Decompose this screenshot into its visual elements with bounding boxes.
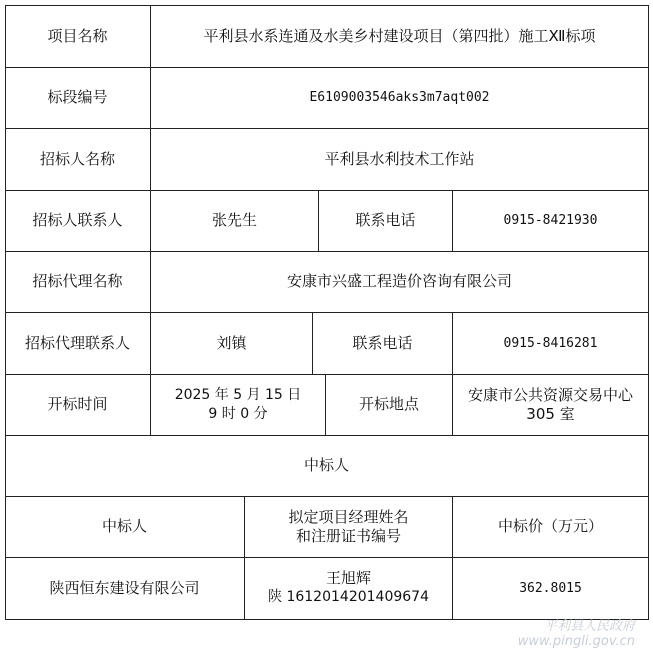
winner-price: 362.8015 bbox=[519, 580, 582, 596]
section-code-label: 标段编号 bbox=[47, 88, 108, 106]
opening-time-value bbox=[151, 374, 325, 435]
opening-hour: 9 时 0 分 bbox=[208, 405, 268, 422]
opening-place-line1: 安康市公共资源交易中心 bbox=[467, 385, 633, 404]
agency-phone-value: 0915-8416281 bbox=[503, 335, 598, 351]
winner-col-bidder: 中标人 bbox=[101, 517, 147, 535]
agency-label: 招标代理名称 bbox=[32, 272, 123, 290]
site-watermark bbox=[518, 619, 635, 649]
agency-phone-label: 联系电话 bbox=[352, 333, 413, 352]
winner-col-price: 中标价（万元） bbox=[497, 517, 603, 535]
agency-value: 安康市兴盛工程造价咨询有限公司 bbox=[286, 272, 512, 290]
winner-bidder: 陕西恒东建设有限公司 bbox=[49, 578, 200, 597]
project-value: 平利县水系连通及水美乡村建设项目（第四批）施工Ⅻ标项 bbox=[203, 26, 596, 45]
winner-col-manager-line1: 拟定项目经理姓名 bbox=[288, 507, 409, 526]
opening-place-label: 开标地点 bbox=[358, 395, 419, 413]
winner-section-header: 中标人 bbox=[303, 456, 349, 474]
winner-col-manager bbox=[245, 496, 452, 557]
winner-manager-cert: 陕 1612014201409674 bbox=[268, 589, 429, 605]
winner-manager bbox=[245, 557, 452, 619]
winner-manager-name: 王旭辉 bbox=[325, 569, 371, 587]
tenderer-contact-label: 招标人联系人 bbox=[32, 211, 123, 229]
watermark-line2: www.pingli.gov.cn bbox=[517, 634, 635, 649]
tenderer-phone-value: 0915-8421930 bbox=[503, 213, 598, 228]
watermark-line1: 平利县人民政府 bbox=[543, 619, 635, 634]
section-code-value: E6109003546aks3m7aqt002 bbox=[309, 90, 490, 105]
opening-place-value bbox=[453, 374, 648, 435]
tenderer-phone-label: 联系电话 bbox=[355, 211, 416, 229]
opening-date: 2025 年 5 月 15 日 bbox=[174, 386, 302, 403]
tenderer-label: 招标人名称 bbox=[39, 149, 115, 168]
border-right bbox=[648, 5, 649, 620]
agency-contact-label: 招标代理联系人 bbox=[24, 333, 130, 352]
opening-place-line2: 305 室 bbox=[526, 404, 575, 423]
project-label: 项目名称 bbox=[47, 26, 108, 45]
agency-contact-value: 刘镇 bbox=[216, 333, 247, 352]
winner-col-manager-line2: 和注册证书编号 bbox=[295, 526, 401, 545]
tenderer-contact-value: 张先生 bbox=[211, 211, 257, 229]
opening-time-label: 开标时间 bbox=[47, 395, 108, 413]
tenderer-value: 平利县水利技术工作站 bbox=[324, 149, 475, 168]
